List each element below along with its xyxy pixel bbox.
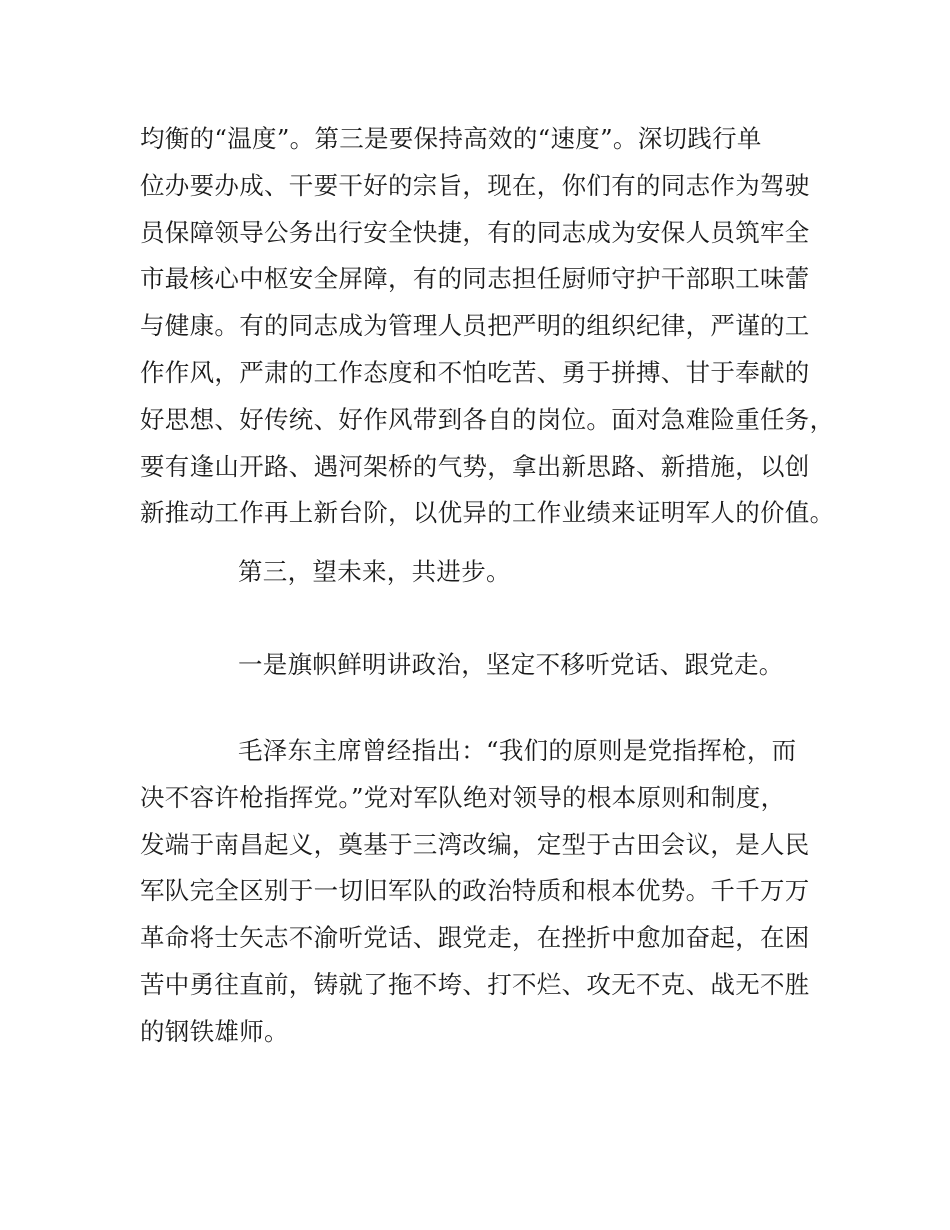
paragraph-line: 市最核心中枢安全屏障，有的同志担任厨师守护干部职工味蕾 — [140, 264, 810, 294]
subheading-one — [140, 642, 820, 689]
paragraph-line: 毛泽东主席曾经指出：“我们的原则是党指挥枪，而 — [238, 736, 797, 765]
paragraph-line: 位办要办成、干要干好的宗旨，现在，你们有的同志作为驾驶 — [140, 170, 810, 200]
paragraph-line: 新推动工作再上新台阶，以优异的工作业绩来证明军人的价值。 — [140, 498, 835, 528]
paragraph-speed — [140, 116, 835, 537]
paragraph-line: 均衡的“温度”。第三是要保持高效的“速度”。深切践行单 — [140, 124, 762, 153]
paragraph-line: 决不容许枪指挥党。”党对军队绝对领导的根本原则和制度， — [140, 782, 786, 812]
paragraph-line: 苦中勇往直前，铸就了拖不垮、打不烂、攻无不克、战无不胜 — [140, 969, 810, 999]
subheading-line: 一是旗帜鲜明讲政治，坚定不移听党话、跟党走。 — [238, 650, 784, 679]
paragraph-line: 要有逢山开路、遇河架桥的气势，拿出新思路、新措施，以创 — [140, 451, 810, 481]
paragraph-line: 发端于南昌起义，奠基于三湾改编，定型于古田会议，是人民 — [140, 829, 810, 859]
paragraph-line: 好思想、好传统、好作风带到各自的岗位。面对急难险重任务， — [140, 404, 835, 434]
paragraph-mao-quote — [140, 728, 820, 1056]
paragraph-line: 与健康。有的同志成为管理人员把严明的组织纪律，严谨的工 — [140, 311, 810, 341]
paragraph-line: 的钢铁雄师。 — [140, 1016, 289, 1046]
section-heading-third — [140, 549, 820, 596]
paragraph-line: 员保障领导公务出行安全快捷，有的同志成为安保人员筑牢全 — [140, 217, 810, 247]
paragraph-line: 军队完全区别于一切旧军队的政治特质和根本优势。千千万万 — [140, 876, 810, 906]
heading-line: 第三，望未来，共进步。 — [238, 557, 511, 586]
paragraph-line: 革命将士矢志不渝听党话、跟党走，在挫折中愈加奋起，在困 — [140, 923, 810, 953]
paragraph-line: 作作风，严肃的工作态度和不怕吃苦、勇于拼搏、甘于奉献的 — [140, 357, 810, 387]
